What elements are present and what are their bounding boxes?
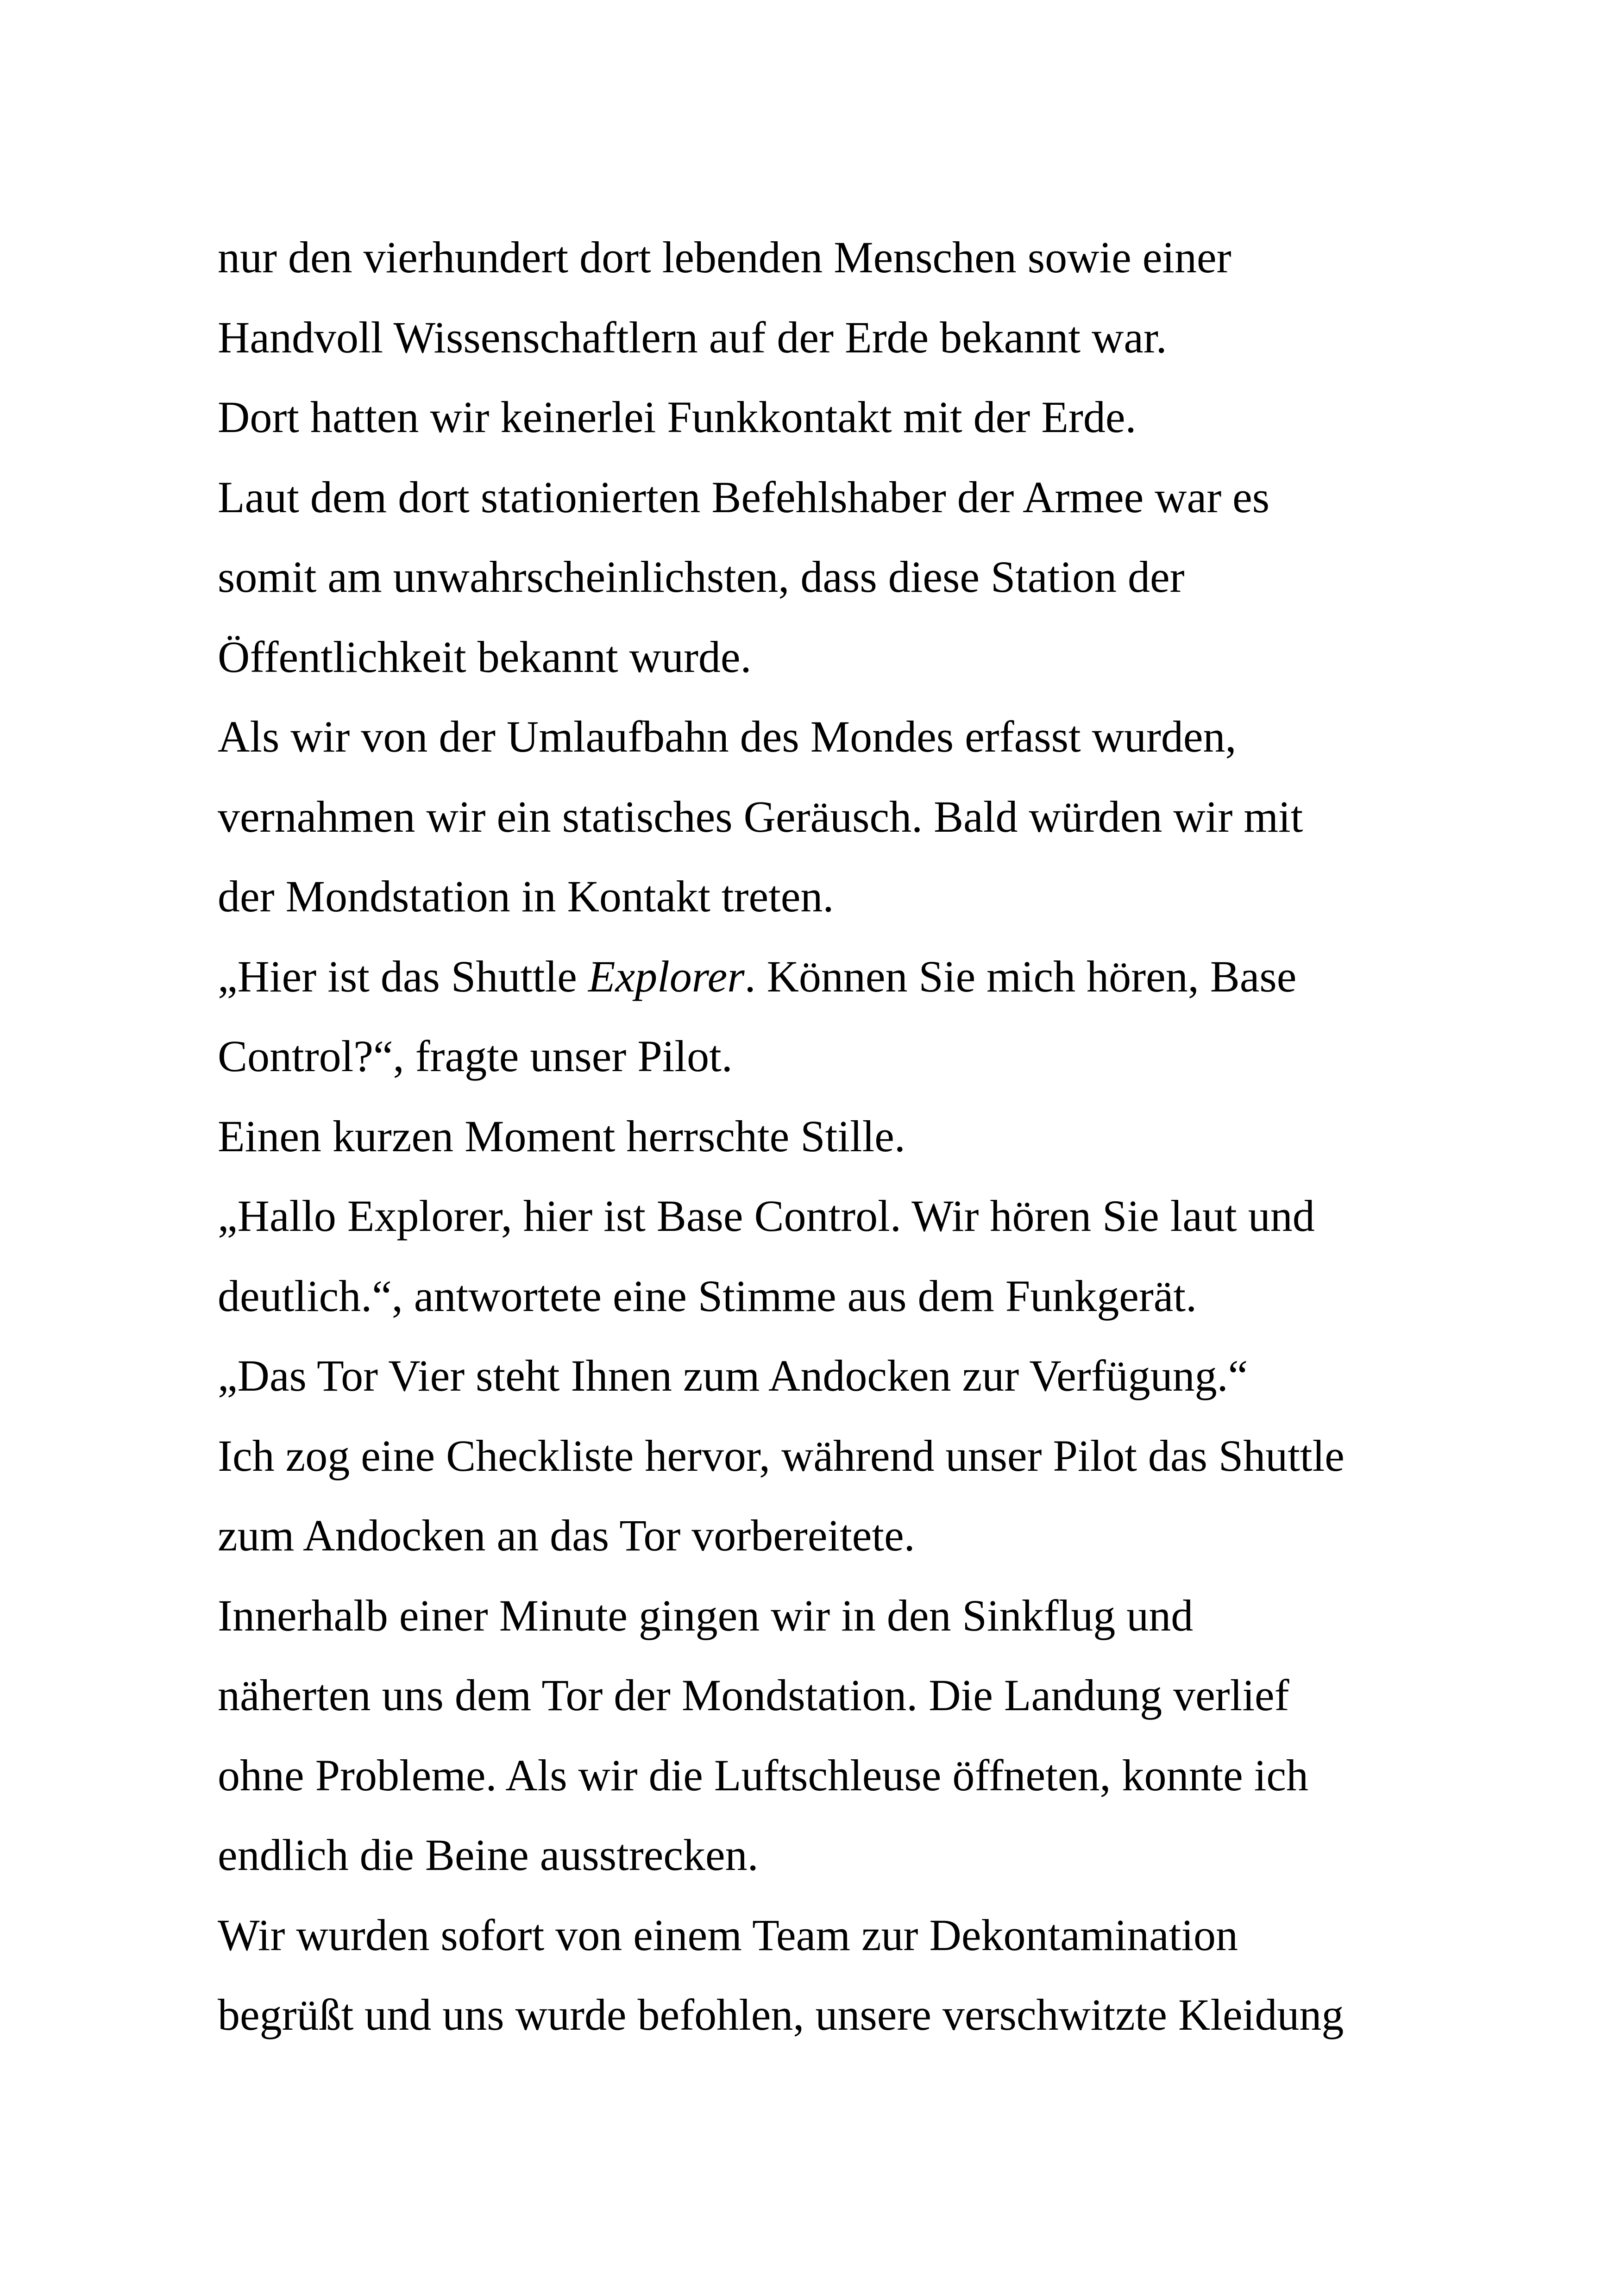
text-segment: Innerhalb einer Minute gingen wir in den Sinkflug und	[218, 1590, 1194, 1640]
text-segment: ohne Probleme. Als wir die Luftschleuse öffneten, konnte ich	[218, 1750, 1308, 1800]
text-line	[218, 1416, 1445, 1496]
text-segment: endlich die Beine ausstrecken.	[218, 1830, 759, 1880]
text-segment: Handvoll Wissenschaftlern auf der Erde bekannt war.	[218, 312, 1167, 362]
text-segment: vernahmen wir ein statisches Geräusch. Bald würden wir mit	[218, 791, 1303, 841]
text-line	[218, 1576, 1445, 1656]
text-line	[218, 1496, 1445, 1576]
text-line	[218, 617, 1445, 697]
text-line	[218, 1336, 1445, 1416]
text-line	[218, 537, 1445, 617]
italic-text-segment: Explorer	[588, 951, 745, 1001]
text-segment: näherten uns dem Tor der Mondstation. Die Landung verlief	[218, 1670, 1289, 1720]
text-line	[218, 1975, 1445, 2055]
text-segment: . Können Sie mich hören, Base	[744, 951, 1297, 1001]
text-line	[218, 298, 1445, 378]
text-line	[218, 1097, 1445, 1177]
text-segment: Control?“, fragte unser Pilot.	[218, 1031, 733, 1081]
text-line	[218, 1016, 1445, 1097]
text-segment: nur den vierhundert dort lebenden Menschen sowie einer	[218, 232, 1231, 282]
body-text	[218, 218, 1445, 2055]
text-line	[218, 458, 1445, 538]
text-line	[218, 777, 1445, 857]
text-line	[218, 857, 1445, 937]
text-line	[218, 1895, 1445, 1976]
text-segment: Dort hatten wir keinerlei Funkkontakt mit der Erde.	[218, 392, 1137, 442]
text-segment: „Hier ist das Shuttle	[218, 951, 588, 1001]
text-segment: Als wir von der Umlaufbahn des Mondes erfasst wurden,	[218, 712, 1237, 761]
text-segment: Einen kurzen Moment herrschte Stille.	[218, 1111, 905, 1161]
text-line	[218, 1256, 1445, 1336]
text-line	[218, 218, 1445, 298]
text-segment: „Hallo Explorer, hier ist Base Control. Wir hören Sie laut und	[218, 1191, 1315, 1241]
text-line	[218, 377, 1445, 458]
text-line	[218, 1736, 1445, 1816]
text-segment: Wir wurden sofort von einem Team zur Dekontamination	[218, 1910, 1238, 1960]
text-line	[218, 1815, 1445, 1895]
text-segment: Öffentlichkeit bekannt wurde.	[218, 632, 752, 682]
text-segment: Ich zog eine Checkliste hervor, während unser Pilot das Shuttle	[218, 1430, 1345, 1480]
text-line	[218, 1176, 1445, 1256]
text-segment: begrüßt und uns wurde befohlen, unsere verschwitzte Kleidung	[218, 1990, 1344, 2039]
text-segment: der Mondstation in Kontakt treten.	[218, 872, 834, 921]
text-line	[218, 697, 1445, 777]
text-line	[218, 937, 1445, 1017]
text-segment: deutlich.“, antwortete eine Stimme aus dem Funkgerät.	[218, 1271, 1197, 1321]
text-segment: zum Andocken an das Tor vorbereitete.	[218, 1511, 915, 1560]
text-segment: „Das Tor Vier steht Ihnen zum Andocken zur Verfügung.“	[218, 1351, 1248, 1400]
text-line	[218, 1656, 1445, 1736]
text-segment: somit am unwahrscheinlichsten, dass diese Station der	[218, 552, 1185, 602]
text-segment: Laut dem dort stationierten Befehlshaber der Armee war es	[218, 472, 1270, 522]
